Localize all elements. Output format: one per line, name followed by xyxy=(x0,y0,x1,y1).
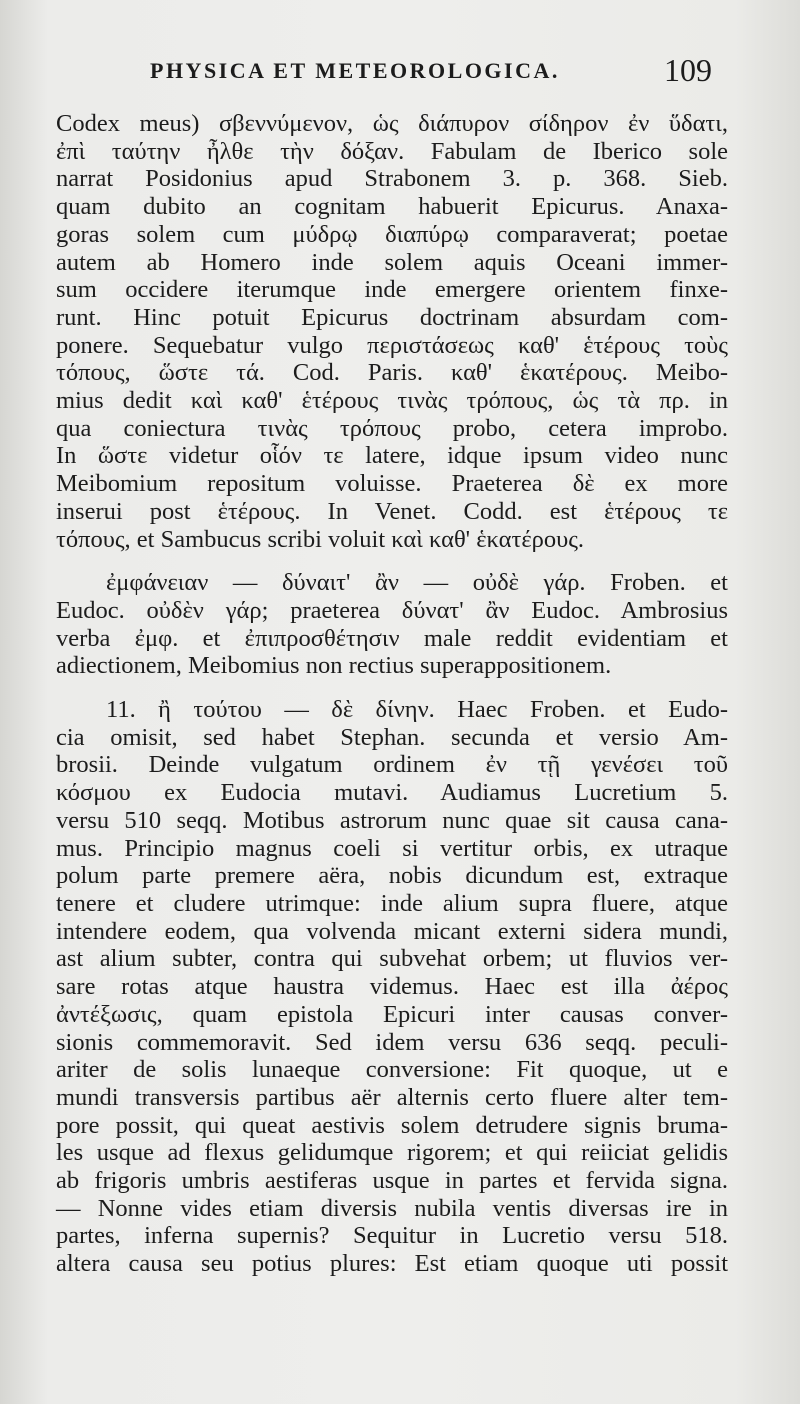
text-line: 11. ἢ τούτου — δὲ δίνην. Haec Froben. et Eudo- xyxy=(106,696,728,724)
text-line: τόπους, ὥστε τά. Cod. Paris. καθ' ἑκατέρους. Meibo- xyxy=(56,359,728,387)
text-line: altera causa seu potius plures: Est etiam quoque uti possit xyxy=(56,1250,728,1278)
text-line: — Nonne vides etiam diversis nubila ventis diversas ire in xyxy=(56,1194,728,1222)
text-line: ast alium subter, contra qui subvehat orbem; ut fluvios ver- xyxy=(56,945,728,973)
text-line: les usque ad flexus gelidumque rigorem; et qui reiiciat gelidis xyxy=(56,1139,728,1167)
text-line: sionis commemoravit. Sed idem versu 636 seqq. peculi- xyxy=(56,1028,728,1056)
text-line: runt. Hinc potuit Epicurus doctrinam absurdam com- xyxy=(56,303,728,331)
text-line: inserui post ἑτέρους. In Venet. Codd. est ἑτέρους τε xyxy=(56,497,728,525)
text-line: goras solem cum μύδρῳ διαπύρῳ comparaverat; poetae xyxy=(56,220,728,248)
text-line: In ὥστε videtur οἷόν τε latere, idque ipsum video nunc xyxy=(56,442,728,470)
text-line: ἀντέξωσις, quam epistola Epicuri inter causas conver- xyxy=(56,1000,728,1028)
text-line: ἐπὶ ταύτην ἦλθε τὴν δόξαν. Fabulam de Iberico sole xyxy=(56,137,728,165)
text-line: τόπους, et Sambucus scribi voluit καὶ καθ' ἑκατέρους. xyxy=(56,525,585,553)
paragraph-3 xyxy=(56,696,728,1278)
text-line: ἐμφάνειαν — δύναιτ' ἂν — οὐδὲ γάρ. Froben. et xyxy=(106,569,728,597)
text-line: Meibomium repositum voluisse. Praeterea δὲ ex more xyxy=(56,470,728,498)
text-line: brosii. Deinde vulgatum ordinem ἐν τῇ γενέσει τοῦ xyxy=(56,751,728,779)
text-line: autem ab Homero inde solem aquis Oceani immer- xyxy=(56,248,728,276)
text-line: qua coniectura τινὰς τρόπους probo, cetera improbo. xyxy=(56,414,728,442)
text-line: ariter de solis lunaeque conversione: Fit quoque, ut e xyxy=(56,1056,728,1084)
text-line: Eudoc. οὐδὲν γάρ; praeterea δύνατ' ἂν Eudoc. Ambrosius xyxy=(56,596,728,624)
text-line: adiectionem, Meibomius non rectius superappositionem. xyxy=(56,652,612,680)
text-line: mundi transversis partibus aër alternis certo fluere alter tem- xyxy=(56,1083,728,1111)
text-line: intendere eodem, qua volvenda micant externi sidera mundi, xyxy=(56,917,728,945)
body-text xyxy=(56,110,728,1278)
text-line: pore possit, qui queat aestivis solem detrudere signis bruma- xyxy=(56,1111,728,1139)
text-line: ponere. Sequebatur vulgo περιστάσεως καθ' ἑτέρους τοὺς xyxy=(56,331,728,359)
text-line: κόσμου ex Eudocia mutavi. Audiamus Lucretium 5. xyxy=(56,779,728,807)
text-line: versu 510 seqq. Motibus astrorum nunc quae sit causa cana- xyxy=(56,806,728,834)
text-line: polum parte premere aëra, nobis dicundum est, extraque xyxy=(56,862,728,890)
text-line: tenere et cludere utrimque: inde alium supra fluere, atque xyxy=(56,889,728,917)
text-line: mius dedit καὶ καθ' ἑτέρους τινὰς τρόπους, ὡς τὰ πρ. in xyxy=(56,387,728,415)
text-line: quam dubito an cognitam habuerit Epicurus. Anaxa- xyxy=(56,193,728,221)
paragraph-gap xyxy=(56,680,728,696)
paragraph-gap xyxy=(56,553,728,569)
text-line: narrat Posidonius apud Strabonem 3. p. 368. Sieb. xyxy=(56,165,728,193)
paragraph-1 xyxy=(56,110,728,553)
text-line: Codex meus) σβεννύμενον, ὡς διάπυρον σίδηρον ἐν ὕδατι, xyxy=(56,110,728,137)
text-line: partes, inferna supernis? Sequitur in Lucretio versu 518. xyxy=(56,1222,728,1250)
running-title: PHYSICA ET METEOROLOGICA. xyxy=(150,58,560,83)
paragraph-2 xyxy=(56,569,728,680)
text-line: sare rotas atque haustra videmus. Haec est illa ἀέρος xyxy=(56,973,728,1001)
text-line: mus. Principio magnus coeli si vertitur orbis, ex utraque xyxy=(56,834,728,862)
text-line: sum occidere iterumque inde emergere orientem finxe- xyxy=(56,276,728,304)
text-line: verba ἐμφ. et ἐπιπροσθέτησιν male reddit evidentiam et xyxy=(56,624,728,652)
page-number: 109 xyxy=(664,52,712,88)
page-header xyxy=(140,52,720,92)
text-line: cia omisit, sed habet Stephan. secunda et versio Am- xyxy=(56,723,728,751)
text-line: ab frigoris umbris aestiferas usque in partes et fervida signa. xyxy=(56,1167,728,1195)
